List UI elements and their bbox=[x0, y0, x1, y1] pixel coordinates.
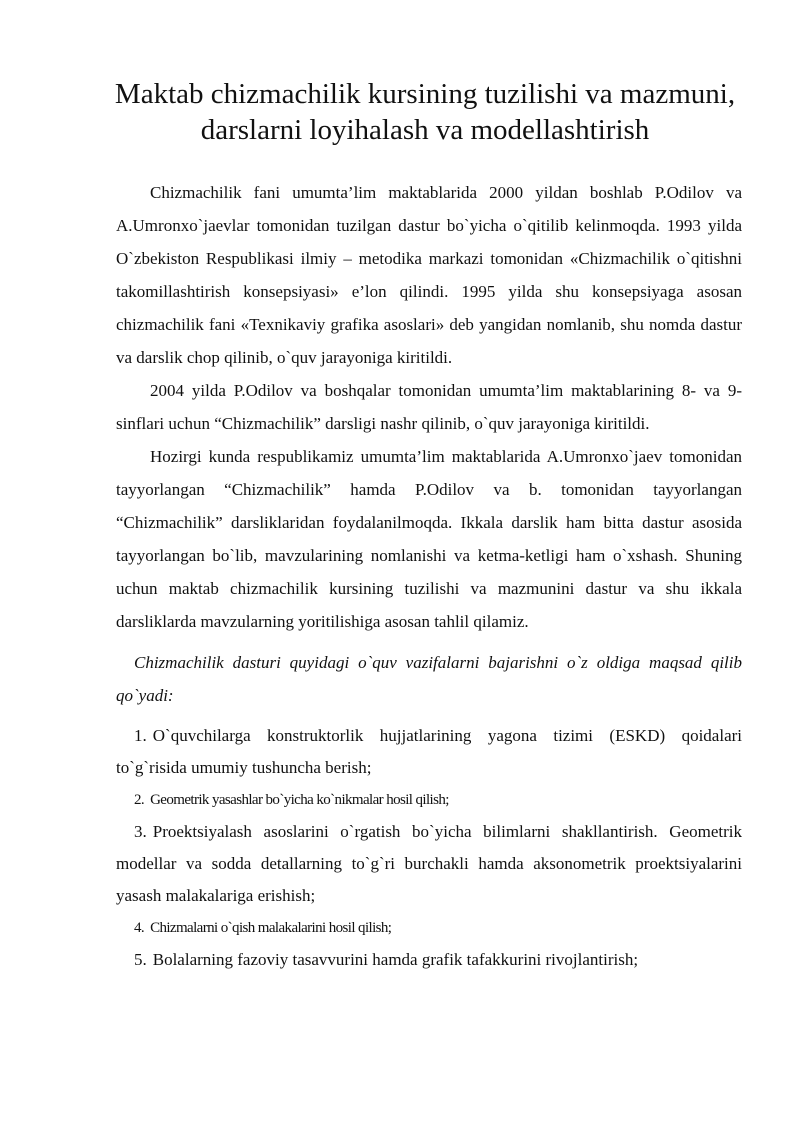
paragraph-current: Hozirgi kunda respublikamiz umumta’lim maktablarida A.Umronxo`jaev tomonidan tayyorlangan “Chizmachilik” hamda P.Odilov va b. tomonidan tayyorlangan “Chizmachilik” darsliklaridan foydalanilmoqda. Ikkala darslik ham bitta dastur asosida tayyorlangan bo`lib, mavzularining nomlanishi va ketma-ketligi ham o`xshash. Shuning uchun maktab chizmachilik kursining tuzilishi va mazmunini dastur va shu ikkala darsliklarda mavzularning yoritilishiga asosan tahlil qilamiz. bbox=[116, 447, 742, 631]
list-item-text: Proektsiyalash asoslarini o`rgatish bo`yicha bilimlarni shakllantirish. Geometrik modellar va sodda detallarning to`g`ri burchakli hamda aksonometrik proektsiyalarini yasash malakalariga erishish; bbox=[116, 822, 742, 905]
list-item bbox=[116, 816, 742, 912]
list-item bbox=[116, 912, 742, 944]
list-item-number: 5. bbox=[134, 950, 147, 969]
list-item-text: O`quvchilarga konstruktorlik hujjatlarining yagona tizimi (ESKD) qoidalari to`g`risida umumiy tushuncha berish; bbox=[116, 726, 742, 777]
list-item-text: Geometrik yasashlar bo`yicha ko`nikmalar hosil qilish; bbox=[150, 792, 449, 808]
list-item-number: 4. bbox=[134, 920, 145, 936]
list-item-number: 2. bbox=[134, 792, 145, 808]
page-title: Maktab chizmachilik kursining tuzilishi va mazmuni, darslarni loyihalash va modellashtirish bbox=[114, 78, 736, 146]
list-item bbox=[116, 944, 742, 976]
list-item-text: Chizmalarni o`qish malakalarini hosil qilish; bbox=[150, 920, 392, 936]
list-item-number: 3. bbox=[134, 822, 147, 841]
paragraph-intro: Chizmachilik fani umumta’lim maktablarida 2000 yildan boshlab P.Odilov va A.Umronxo`jaevlar tomonidan tuzilgan dastur bo`yicha o`qitilib kelinmoqda. 1993 yilda O`zbekiston Respublikasi ilmiy – metodika markazi tomonidan «Chizmachilik o`qitishni takomillashtirish konsepsiyasi» e’lon qilindi. 1995 yilda shu konsepsiyaga asosan chizmachilik fani «Texnikaviy grafika asoslari» deb yangidan nomlanib, shu nomda dastur va darslik chop qilinib, o`quv jarayoniga kiritildi. bbox=[116, 183, 742, 367]
paragraph-2004: 2004 yilda P.Odilov va boshqalar tomonidan umumta’lim maktablarining 8- va 9-sinflari uchun “Chizmachilik” darsligi nashr qilinib, o`quv jarayoniga kiritildi. bbox=[116, 381, 742, 433]
list-item bbox=[116, 720, 742, 784]
list-item bbox=[116, 784, 742, 816]
objectives-list bbox=[116, 720, 742, 976]
lead-sentence: Chizmachilik dasturi quyidagi o`quv vazifalarni bajarishni o`z oldiga maqsad qilib qo`yadi: bbox=[116, 653, 742, 705]
list-item-text: Bolalarning fazoviy tasavvurini hamda grafik tafakkurini rivojlantirish; bbox=[152, 950, 639, 969]
list-item-number: 1. bbox=[134, 726, 147, 745]
